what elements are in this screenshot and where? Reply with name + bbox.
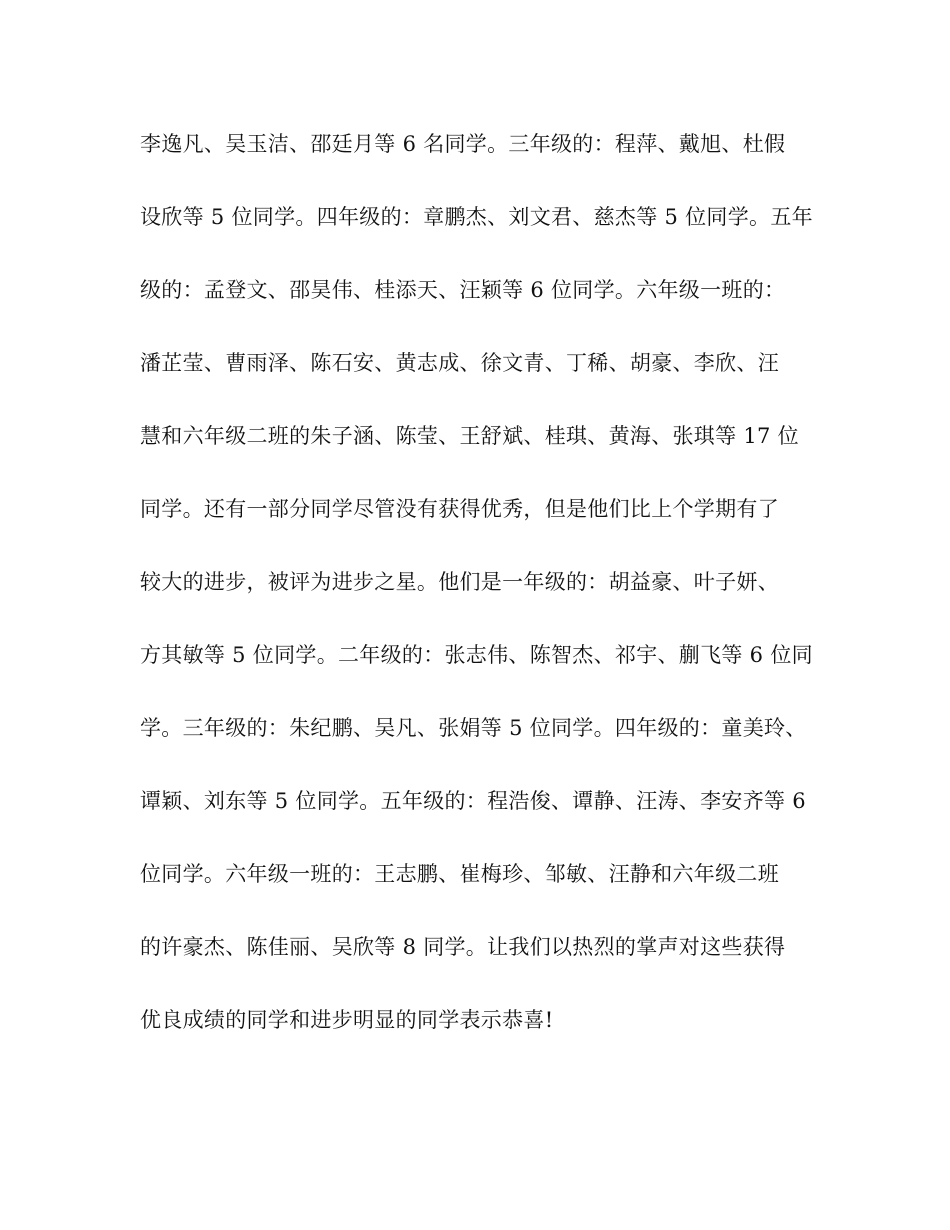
text-line-10: 谭颖、刘东等 5 位同学。五年级的：程浩俊、谭静、汪涛、李安齐等 6: [140, 789, 806, 813]
text-line-11: 位同学。六年级一班的：王志鹏、崔梅珍、邹敏、汪静和六年级二班: [140, 862, 779, 886]
body-paragraph: [140, 124, 840, 1073]
text-line-8: 方其敏等 5 位同学。二年级的：张志伟、陈智杰、祁宇、蒯飞等 6 位同: [140, 643, 813, 667]
text-line-2: 设欣等 5 位同学。四年级的：章鹏杰、刘文君、慈杰等 5 位同学。五年: [140, 205, 813, 229]
text-line-3: 级的：孟登文、邵昊伟、桂添天、汪颖等 6 位同学。六年级一班的：: [140, 278, 786, 302]
text-line-6: 同学。还有一部分同学尽管没有获得优秀，但是他们比上个学期有了: [140, 497, 779, 521]
text-line-1: 李逸凡、吴玉洁、邵廷月等 6 名同学。三年级的：程萍、戴旭、杜假: [140, 132, 786, 156]
text-line-5: 慧和六年级二班的朱子涵、陈莹、王舒斌、桂琪、黄海、张琪等 17 位: [140, 424, 799, 448]
text-line-7: 较大的进步，被评为进步之星。他们是一年级的：胡益豪、叶子妍、: [140, 570, 779, 594]
text-line-4: 潘芷莹、曹雨泽、陈石安、黄志成、徐文青、丁稀、胡豪、李欣、汪: [140, 351, 779, 375]
text-line-13: 优良成绩的同学和进步明显的同学表示恭喜!: [140, 1008, 554, 1032]
text-line-9: 学。三年级的：朱纪鹏、吴凡、张娟等 5 位同学。四年级的：童美玲、: [140, 716, 807, 740]
text-line-12: 的许豪杰、陈佳丽、吴欣等 8 同学。让我们以热烈的掌声对这些获得: [140, 935, 786, 959]
